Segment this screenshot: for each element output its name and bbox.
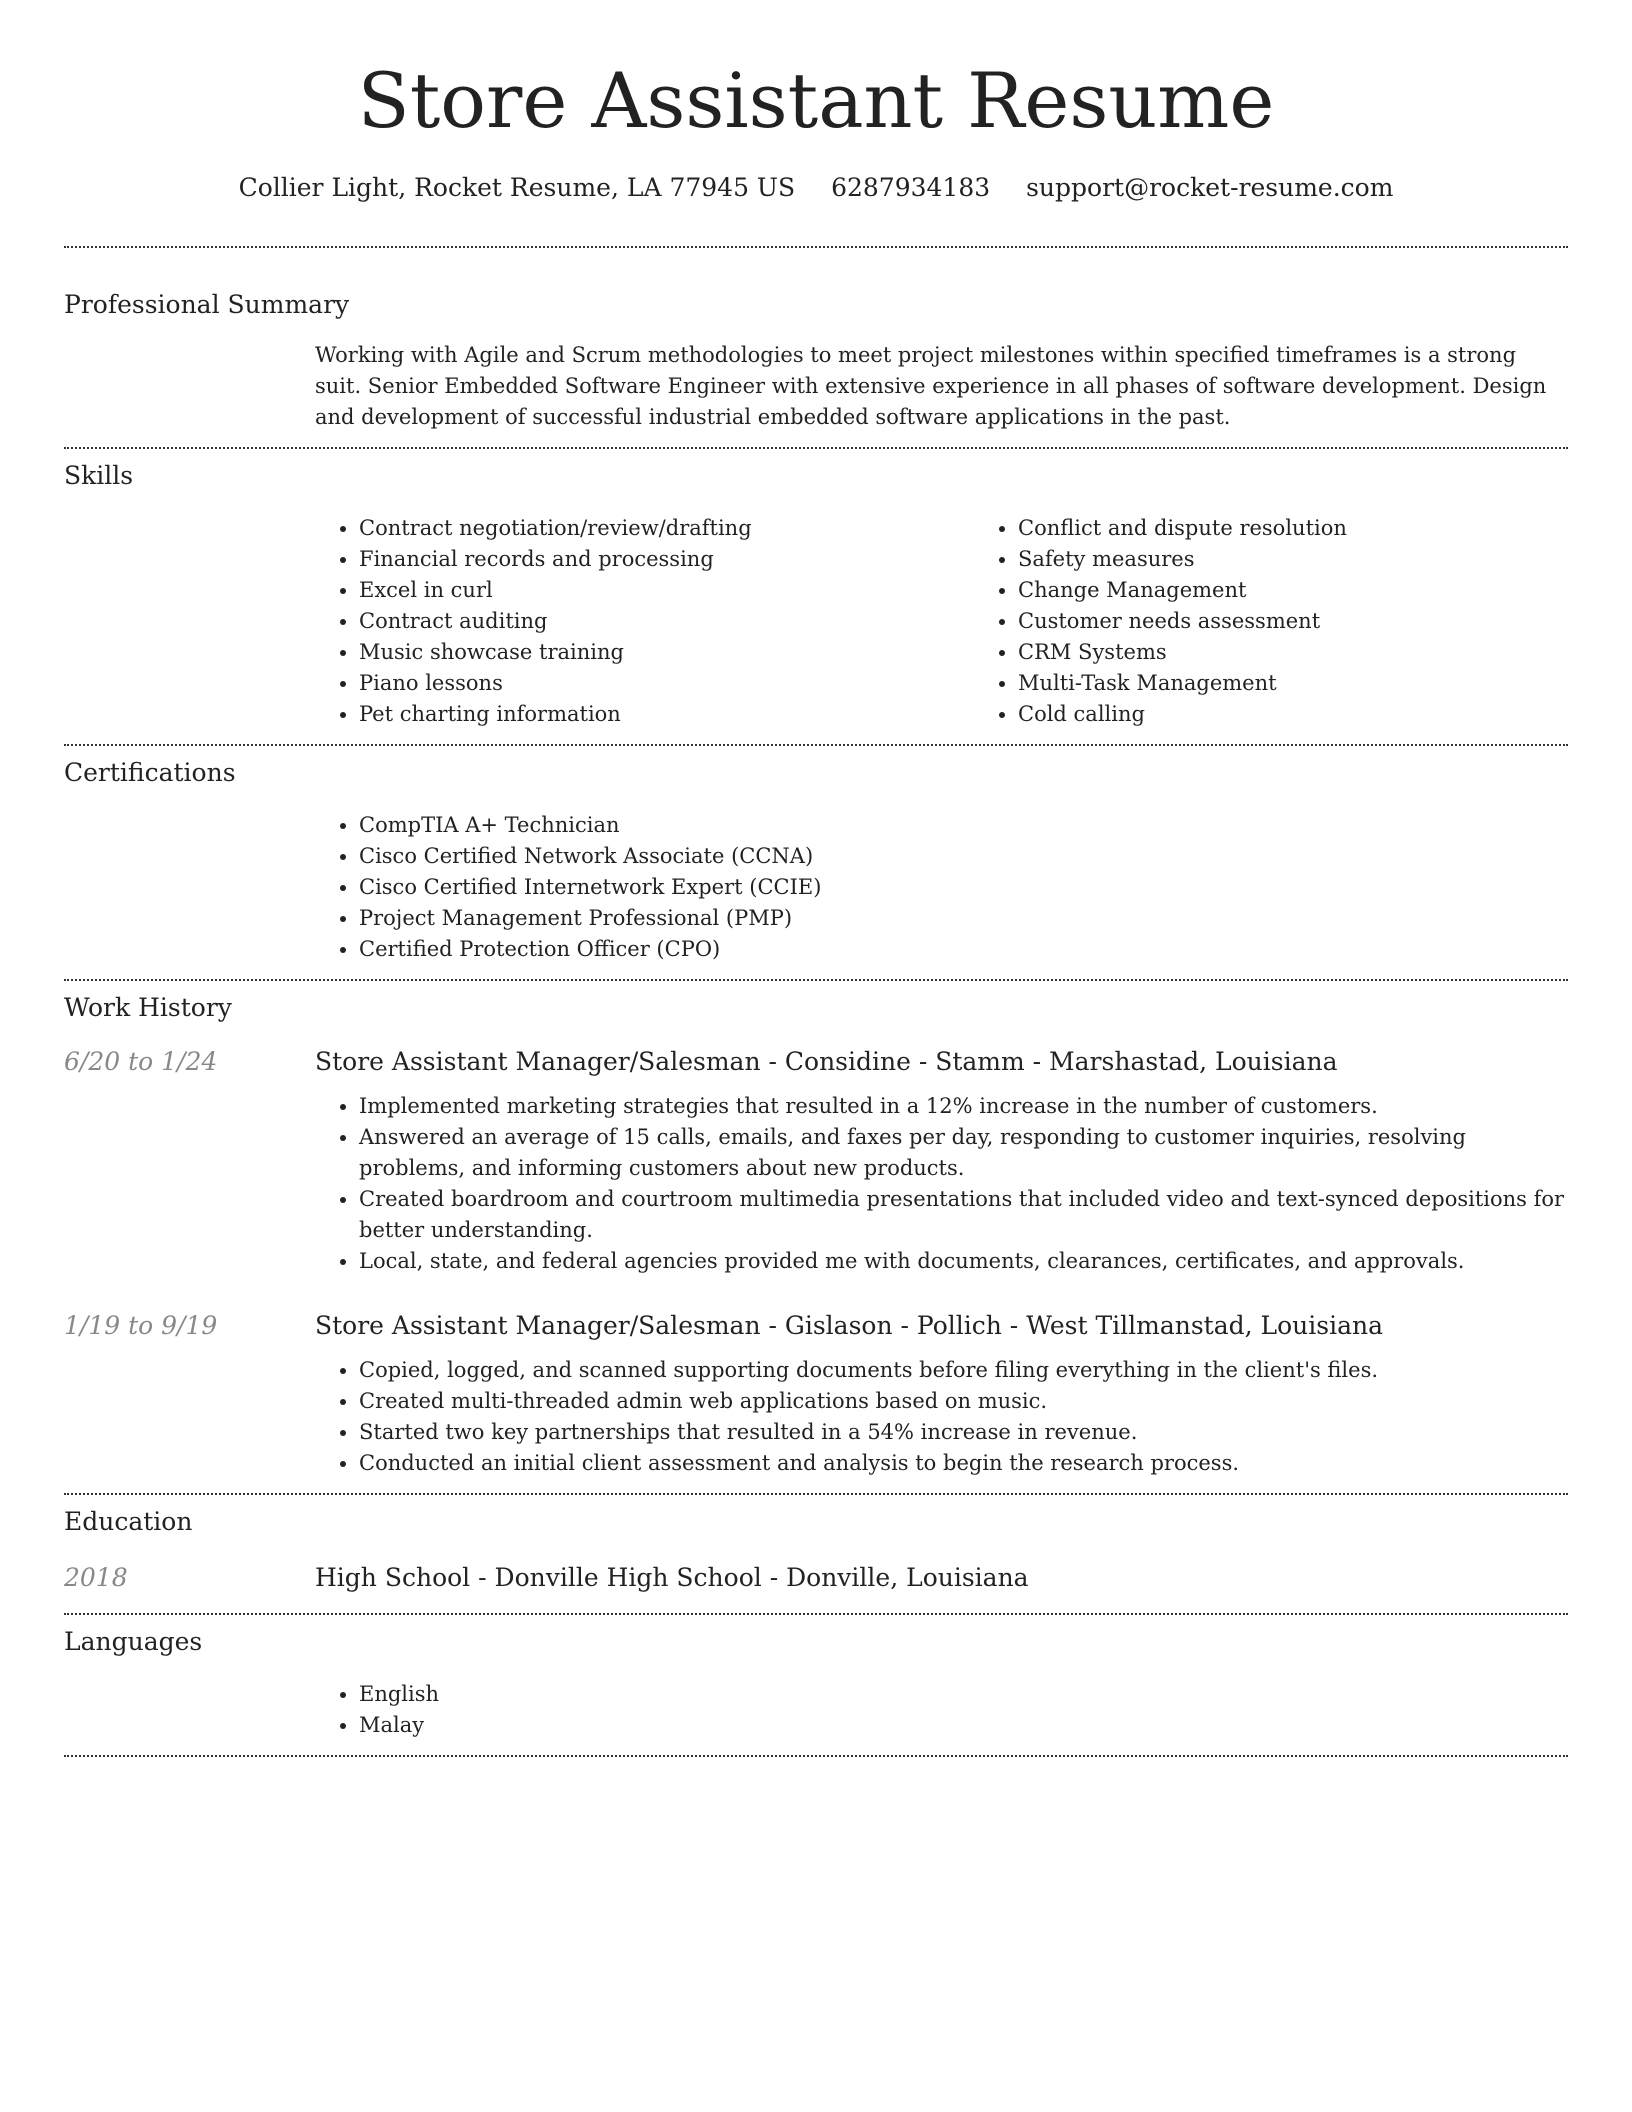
- skills-list: [315, 513, 1568, 730]
- skill-item: • Contract auditing: [359, 606, 974, 637]
- section-divider: [64, 447, 1568, 449]
- skills-left-column: [315, 513, 974, 730]
- job-title: Store Assistant Manager/Salesman - Gislason - Pollich - West Tillmanstad, Louisiana: [315, 1311, 1384, 1340]
- section-divider: [64, 979, 1568, 981]
- phone-text: 6287934183: [831, 173, 991, 202]
- certifications-list: [315, 810, 1568, 965]
- job-duties: [315, 1091, 1568, 1277]
- work-history-section: [64, 991, 1568, 1479]
- job-bullet: • Started two key partnerships that resulted in a 54% increase in revenue.: [359, 1417, 1568, 1448]
- resume-title: Store Assistant Resume: [357, 56, 1275, 145]
- job-bullet: • Answered an average of 15 calls, emails, and faxes per day, responding to customer inquiries, resolving problems, and informing customers about new products.: [359, 1122, 1568, 1184]
- languages-heading: Languages: [64, 1627, 203, 1656]
- skill-item: • Conflict and dispute resolution: [1018, 513, 1632, 544]
- certification-item: • Project Management Professional (PMP): [359, 903, 1568, 934]
- section-divider: [64, 744, 1568, 746]
- skill-item: • Excel in curl: [359, 575, 974, 606]
- education-year: 2018: [64, 1563, 128, 1592]
- language-item: • Malay: [359, 1710, 1568, 1741]
- section-divider: [64, 1493, 1568, 1495]
- job-bullet: • Created boardroom and courtroom multimedia presentations that included video and text-synced depositions for better understanding.: [359, 1184, 1568, 1246]
- language-item: • English: [359, 1679, 1568, 1710]
- job-dates: 6/20 to 1/24: [64, 1047, 218, 1076]
- job-duties: [315, 1355, 1568, 1479]
- job-bullet: • Implemented marketing strategies that resulted in a 12% increase in the number of customers.: [359, 1091, 1568, 1122]
- education-detail: - Donville High School - Donville, Louisiana: [470, 1563, 1029, 1592]
- education-degree: High School: [315, 1563, 471, 1592]
- languages-section: [64, 1625, 1568, 1741]
- skill-item: • Music showcase training: [359, 637, 974, 668]
- job-bullet: • Conducted an initial client assessment and analysis to begin the research process.: [359, 1448, 1568, 1479]
- job-bullet: • Local, state, and federal agencies provided me with documents, clearances, certificates, and approvals.: [359, 1246, 1568, 1277]
- skills-section: [64, 459, 1568, 730]
- job-title: Store Assistant Manager/Salesman - Considine - Stamm - Marshastad, Louisiana: [315, 1047, 1338, 1076]
- certification-item: • Cisco Certified Network Associate (CCNA): [359, 841, 1568, 872]
- skill-item: • Pet charting information: [359, 699, 974, 730]
- certification-item: • Certified Protection Officer (CPO): [359, 934, 1568, 965]
- job-bullet: • Copied, logged, and scanned supporting documents before filing everything in the client's files.: [359, 1355, 1568, 1386]
- address-text: Collier Light, Rocket Resume, LA 77945 US: [238, 173, 796, 202]
- skill-item: • Financial records and processing: [359, 544, 974, 575]
- certification-item: • CompTIA A+ Technician: [359, 810, 1568, 841]
- education-section: [64, 1505, 1568, 1595]
- skills-heading: Skills: [64, 461, 134, 490]
- resume-page: [64, 0, 1568, 1757]
- section-divider: [64, 1613, 1568, 1615]
- certification-item: • Cisco Certified Internetwork Expert (CCIE): [359, 872, 1568, 903]
- education-entry: [64, 1561, 1568, 1595]
- email-text: support@rocket-resume.com: [1026, 173, 1394, 202]
- skill-item: • Cold calling: [1018, 699, 1632, 730]
- section-divider: [64, 246, 1568, 248]
- job-bullet: • Created multi-threaded admin web applications based on music.: [359, 1386, 1568, 1417]
- contact-line: [64, 168, 1568, 208]
- skill-item: • Piano lessons: [359, 668, 974, 699]
- summary-text: Working with Agile and Scrum methodologies to meet project milestones within specified timeframes is a strong suit. Senior Embedded Software Engineer with extensive experience in all phases of software development. Design and development of successful industrial embedded software applications in the past.: [315, 343, 1547, 429]
- job-dates: 1/19 to 9/19: [64, 1311, 218, 1340]
- section-divider: [64, 1755, 1568, 1757]
- skill-item: • Multi-Task Management: [1018, 668, 1632, 699]
- skill-item: • Change Management: [1018, 575, 1632, 606]
- summary-heading: Professional Summary: [64, 290, 350, 319]
- skills-right-column: [974, 513, 1632, 730]
- certifications-heading: Certifications: [64, 758, 236, 787]
- languages-list: [315, 1679, 1568, 1741]
- job-entry: [64, 1309, 1568, 1479]
- certifications-section: [64, 756, 1568, 965]
- work-history-heading: Work History: [64, 993, 232, 1022]
- education-heading: Education: [64, 1507, 193, 1536]
- summary-section: [64, 288, 1568, 433]
- education-title: [315, 1561, 1029, 1595]
- skill-item: • Customer needs assessment: [1018, 606, 1632, 637]
- job-entry: [64, 1045, 1568, 1277]
- skill-item: • CRM Systems: [1018, 637, 1632, 668]
- skill-item: • Contract negotiation/review/drafting: [359, 513, 974, 544]
- skill-item: • Safety measures: [1018, 544, 1632, 575]
